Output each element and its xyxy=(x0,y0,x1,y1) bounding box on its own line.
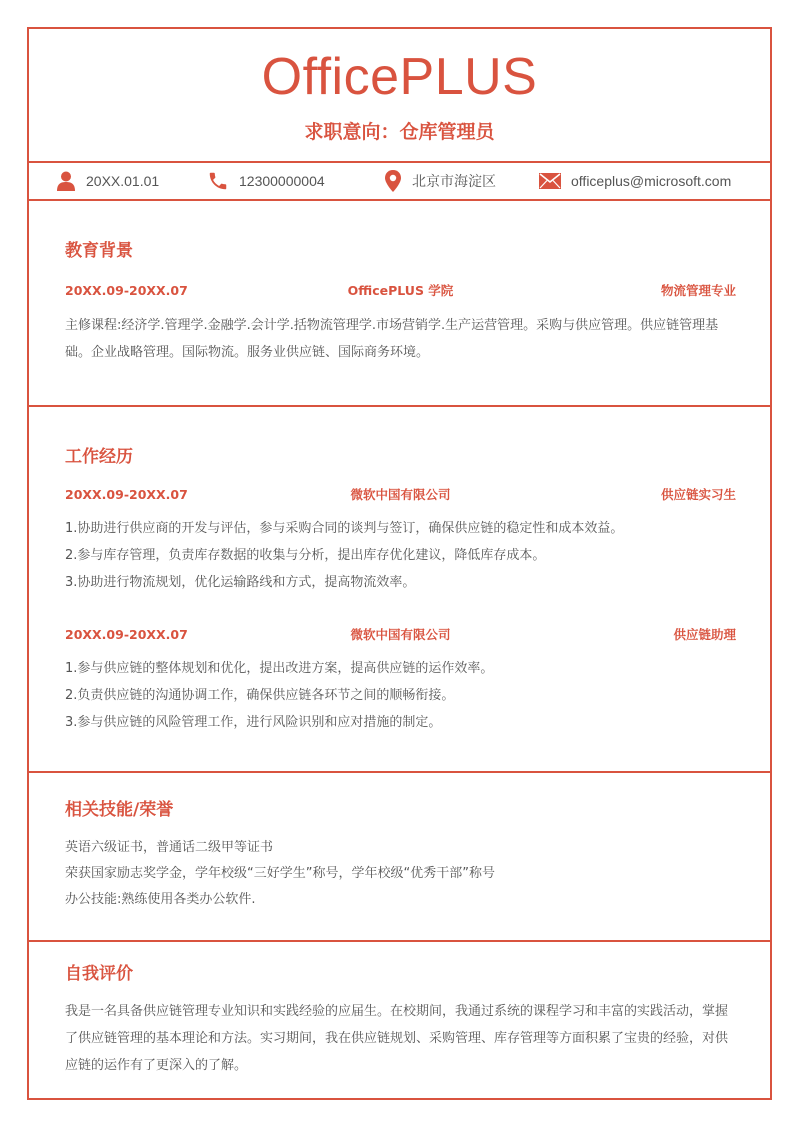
self-evaluation-text: 我是一名具备供应链管理专业知识和实践经验的应届生。在校期间，我通过系统的课程学习和丰富的实践活动，掌握了供应链管理的基本理论和方法。实习期间，我在供应链规划、采购管理、库存管理等方面积累了宝贵的经验，对供应链的运作有了更深入的了解。 xyxy=(65,1004,729,1073)
education-title: 教育背景 xyxy=(65,241,133,261)
job-position: 供应链实习生 xyxy=(660,487,736,502)
job-period: 20XX.09-20XX.07 xyxy=(65,487,188,502)
skills-list xyxy=(65,835,736,913)
self-evaluation-section xyxy=(29,942,770,1098)
contact-birth xyxy=(56,163,159,199)
job-duty: 3.协助进行物流规划，优化运输路线和方式，提高物流效率。 xyxy=(65,575,416,590)
education-section xyxy=(29,199,770,407)
self-evaluation-title: 自我评价 xyxy=(65,964,133,984)
birth-date: 20XX.01.01 xyxy=(86,173,160,189)
contact-email xyxy=(539,163,731,199)
job-duty: 2.负责供应链的沟通协调工作，确保供应链各环节之间的顺畅衔接。 xyxy=(65,688,455,703)
contact-bar xyxy=(29,161,770,201)
job-duty: 2.参与库存管理，负责库存数据的收集与分析，提出库存优化建议，降低库存成本。 xyxy=(65,548,546,563)
location-text: 北京市海淀区 xyxy=(412,173,496,189)
work-section xyxy=(29,407,770,773)
skill-item: 办公技能:熟练使用各类办公软件. xyxy=(65,892,256,907)
resume-header xyxy=(29,29,770,163)
person-icon xyxy=(56,171,76,191)
job-duty: 3.参与供应链的风险管理工作，进行风险识别和应对措施的制定。 xyxy=(65,715,442,730)
email-text: officeplus@microsoft.com xyxy=(571,173,732,189)
skills-section xyxy=(29,773,770,942)
resume-frame xyxy=(27,27,772,1100)
location-pin-icon xyxy=(384,170,402,192)
job-duty: 1.协助进行供应商的开发与评估，参与采购合同的谈判与签订，确保供应链的稳定性和成本效益。 xyxy=(65,521,624,536)
job-duties xyxy=(65,655,736,736)
work-title: 工作经历 xyxy=(65,447,133,467)
contact-phone xyxy=(207,163,325,199)
skill-item: 英语六级证书，普通话二级甲等证书 xyxy=(65,840,274,855)
contact-location xyxy=(384,163,496,199)
job-position: 供应链助理 xyxy=(673,627,736,642)
education-school: OfficePLUS 学院 xyxy=(347,283,454,298)
job-duty: 1.参与供应链的整体规划和优化，提出改进方案，提高供应链的运作效率。 xyxy=(65,661,494,676)
candidate-name: OfficePLUS xyxy=(261,48,538,106)
job-company: 微软中国有限公司 xyxy=(350,487,451,502)
education-major: 物流管理专业 xyxy=(660,283,736,298)
education-row xyxy=(65,281,736,301)
skills-title: 相关技能/荣誉 xyxy=(65,800,174,820)
job-duties xyxy=(65,515,736,596)
job-row xyxy=(65,485,736,505)
job-period: 20XX.09-20XX.07 xyxy=(65,627,188,642)
job-company: 微软中国有限公司 xyxy=(350,627,451,642)
phone-icon xyxy=(207,170,229,192)
phone-number: 12300000004 xyxy=(239,173,325,189)
skill-item: 荣获国家励志奖学金，学年校级“三好学生”称号，学年校级“优秀干部”称号 xyxy=(65,866,495,881)
education-courses: 主修课程:经济学.管理学.金融学.会计学.括物流管理学.市场营销学.生产运营管理。采购与供应管理。供应链管理基础。企业战略管理。国际物流。服务业供应链、国际商务环境。 xyxy=(65,318,719,360)
job-row xyxy=(65,625,736,645)
envelope-icon xyxy=(539,173,561,189)
job-intent: 求职意向：仓库管理员 xyxy=(304,121,495,143)
education-period: 20XX.09-20XX.07 xyxy=(65,283,188,298)
